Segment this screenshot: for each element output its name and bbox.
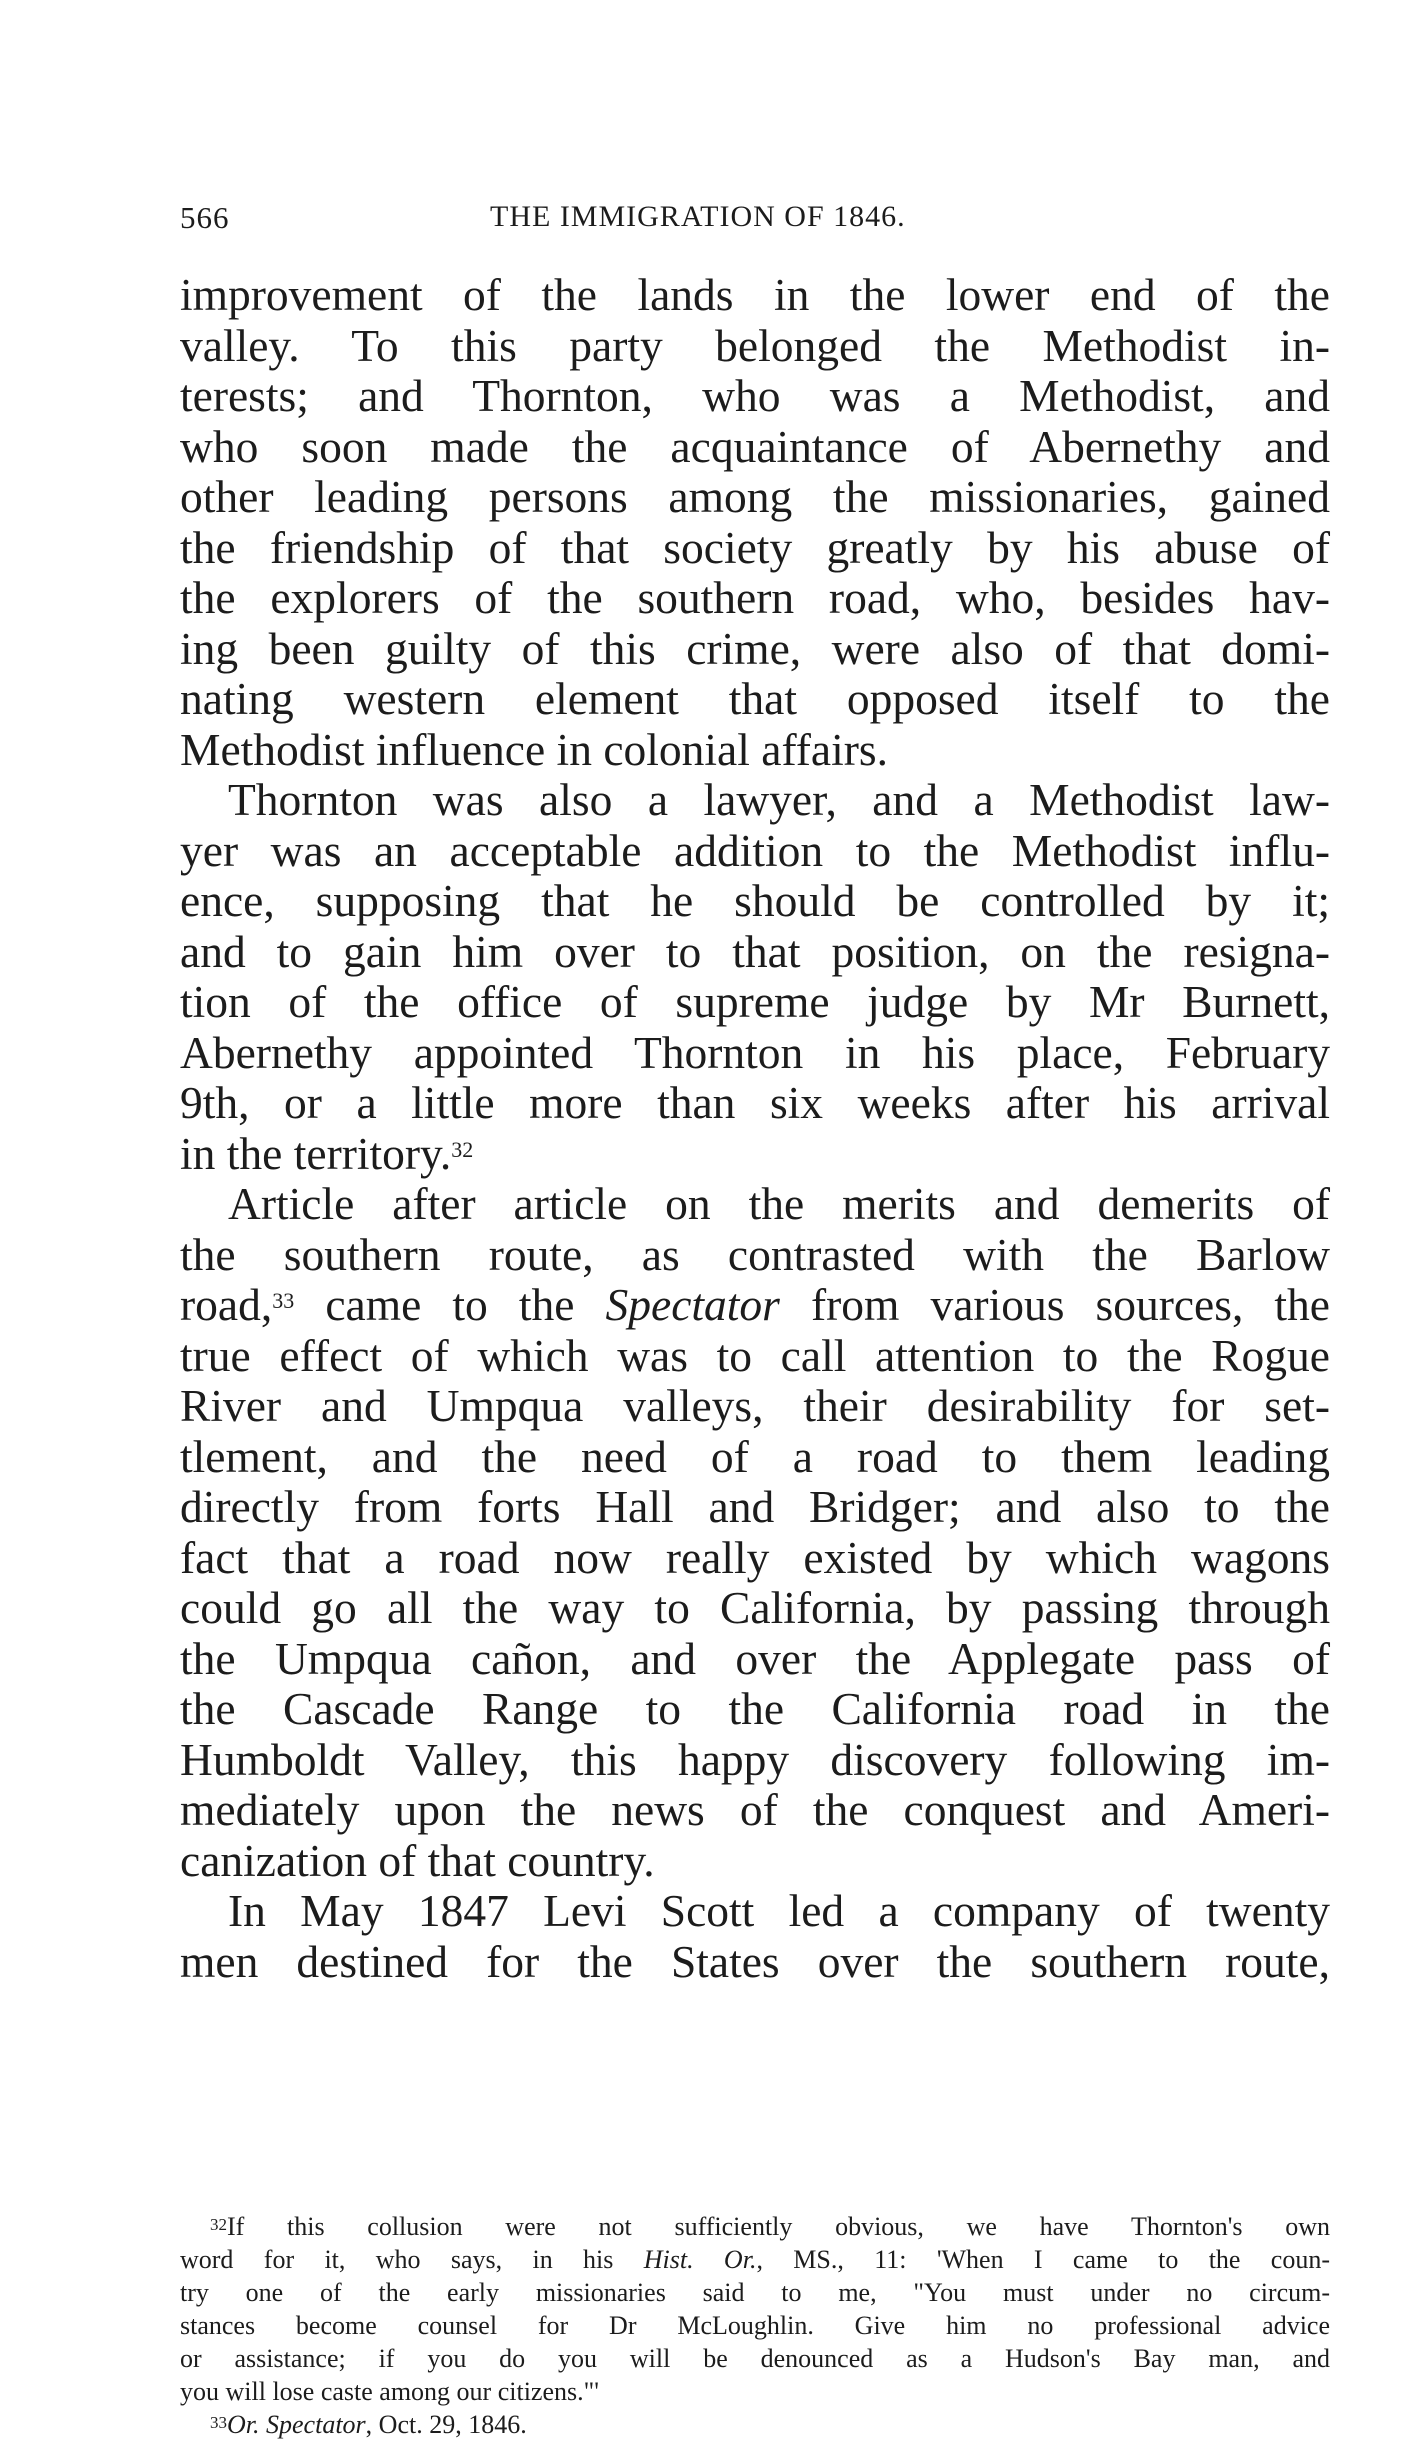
text-line: ing been guilty of this crime, were also of that domi- xyxy=(180,622,1330,674)
page-number: 566 xyxy=(180,200,230,235)
text-line: and to gain him over to that position, on the resigna- xyxy=(180,925,1330,977)
text-segment: road, xyxy=(180,1279,273,1330)
text-segment: came to the xyxy=(325,1279,575,1330)
text-line: the Cascade Range to the California road in the xyxy=(180,1683,1330,1734)
text-line: could go all the way to California, by passing through xyxy=(180,1582,1330,1633)
text-line: tion of the office of supreme judge by Mr Burnett, xyxy=(180,976,1330,1027)
text-line: Thornton was also a lawyer, and a Methodist law- xyxy=(228,774,1330,825)
book-page xyxy=(180,190,1330,2439)
text-line: the explorers of the southern road, who, besides hav- xyxy=(180,572,1330,623)
text-line xyxy=(180,1129,1330,1180)
text-line: Humboldt Valley, this happy discovery following im- xyxy=(180,1733,1330,1785)
text-line: nating western element that opposed itself to the xyxy=(180,673,1330,724)
text-line: improvement of the lands in the lower end of the xyxy=(180,269,1330,320)
text-line: terests; and Thornton, who was a Methodist, and xyxy=(180,370,1330,421)
text-segment: from various sources, the xyxy=(810,1279,1330,1330)
text-line: directly from forts Hall and Bridger; and also to the xyxy=(180,1481,1330,1532)
body-text xyxy=(180,270,1330,1987)
text-line: In May 1847 Levi Scott led a company of twenty xyxy=(228,1885,1330,1936)
footnote-32-line: try one of the early missionaries said to me, "You must under no circum- xyxy=(180,2278,1330,2307)
footnote-mark: 33 xyxy=(210,2413,227,2432)
text-line: tlement, and the need of a road to them leading xyxy=(180,1430,1330,1482)
text-line: the southern route, as contrasted with the Barlow xyxy=(180,1228,1330,1280)
text-line: men destined for the States over the southern route, xyxy=(180,1935,1330,1987)
text-line: 9th, or a little more than six weeks after his arrival xyxy=(180,1077,1330,1128)
text-line: valley. To this party belonged the Methodist in- xyxy=(180,319,1330,371)
text-line: Abernethy appointed Thornton in his place, February xyxy=(180,1026,1330,1078)
text-line: ence, supposing that he should be controlled by it; xyxy=(180,875,1330,926)
footnote-32-line xyxy=(180,2243,1330,2276)
text-line: other leading persons among the missionaries, gained xyxy=(180,471,1330,522)
text-line: Article after article on the merits and demerits of xyxy=(228,1178,1330,1229)
italic-title: Spectator xyxy=(605,1279,780,1330)
footnotes xyxy=(180,2210,1330,2441)
text-line: the Umpqua cañon, and over the Applegate pass of xyxy=(180,1632,1330,1684)
footnote-33-line xyxy=(180,2408,1330,2441)
footnote-32-line: stances become counsel for Dr McLoughlin. Give him no professional advice xyxy=(180,2311,1330,2340)
footnote-italic: Or. Spectator xyxy=(227,2410,366,2439)
footnote-ref-33: 33 xyxy=(272,1288,295,1313)
text-segment: in the territory. xyxy=(180,1127,452,1179)
footnote-32-line: or assistance; if you do you will be denounced as a Hudson's Bay man, and xyxy=(180,2344,1330,2373)
running-header xyxy=(180,190,1330,250)
footnote-32-line xyxy=(180,2210,1330,2243)
footnote-mark: 32 xyxy=(210,2215,227,2234)
footnote-text: word for it, who says, in his xyxy=(180,2245,614,2274)
footnote-text: If this collusion were not sufficiently obvious, we have Thornton's own xyxy=(227,2212,1330,2241)
text-line: mediately upon the news of the conquest and Ameri- xyxy=(180,1784,1330,1835)
footnote-32-line: you will lose caste among our citizens."' xyxy=(180,2377,599,2406)
text-line: Methodist influence in colonial affairs. xyxy=(180,723,889,775)
text-line: true effect of which was to call attention to the Rogue xyxy=(180,1329,1330,1381)
running-title: THE IMMIGRATION OF 1846. xyxy=(490,200,906,233)
text-line: the friendship of that society greatly by his abuse of xyxy=(180,521,1330,573)
text-line xyxy=(180,1280,1330,1331)
text-line: canization of that country. xyxy=(180,1834,655,1886)
footnote-text: , Oct. 29, 1846. xyxy=(365,2410,527,2439)
text-line: yer was an acceptable addition to the Methodist influ- xyxy=(180,824,1330,876)
footnote-italic: Hist. Or. xyxy=(643,2245,757,2274)
text-line: fact that a road now really existed by which wagons xyxy=(180,1531,1330,1583)
text-line: who soon made the acquaintance of Abernethy and xyxy=(180,420,1330,472)
footnote-ref-32: 32 xyxy=(451,1136,474,1162)
text-line: River and Umpqua valleys, their desirability for set- xyxy=(180,1380,1330,1431)
footnote-text: , MS., 11: 'When I came to the coun- xyxy=(756,2245,1330,2274)
